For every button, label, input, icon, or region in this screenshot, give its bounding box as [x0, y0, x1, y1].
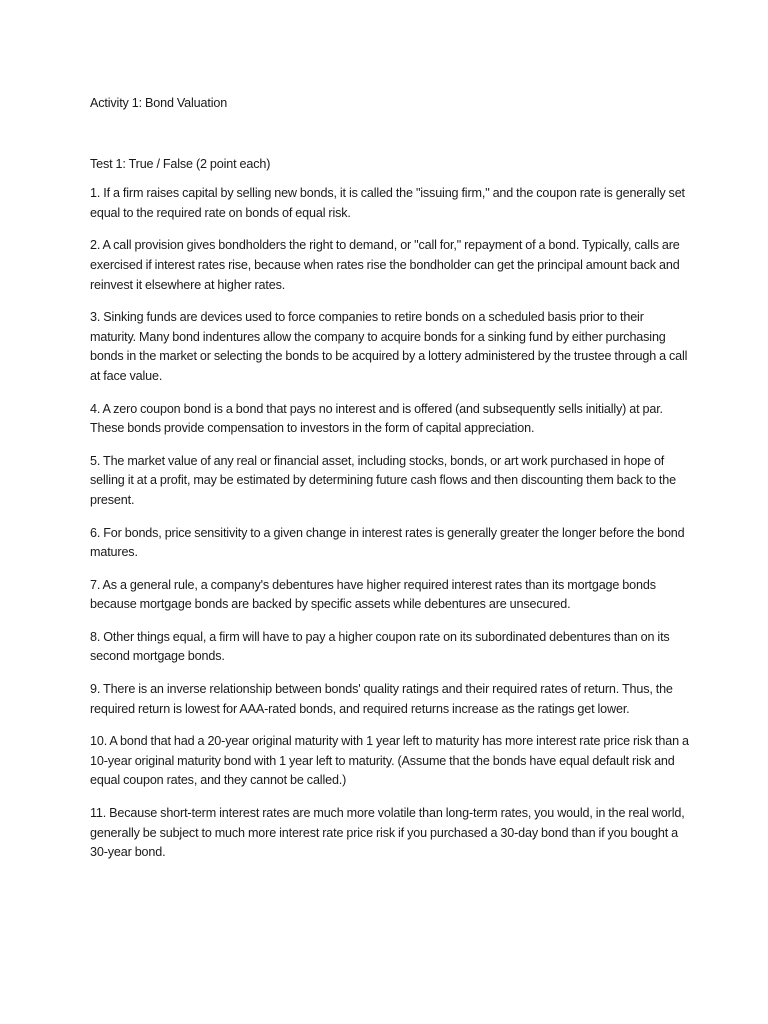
question-4: 4. A zero coupon bond is a bond that pays no interest and is offered (and subsequently sells initially) at par. These bonds provide compensation to investors in the form of capital appreciation. — [90, 401, 663, 436]
document-title: Activity 1: Bond Valuation — [90, 96, 228, 110]
question-10: 10. A bond that had a 20-year original maturity with 1 year left to maturity has more interest rate price risk than a 10-year original maturity bond with 1 year left to maturity. (Assume that the bonds have equal default risk and equal coupon rates, and they cannot be called.) — [90, 734, 689, 788]
question-5: 5. The market value of any real or financial asset, including stocks, bonds, or art work purchased in hope of selling it at a profit, may be estimated by determining future cash flows and then discounting them back to the present. — [90, 453, 676, 507]
question-6: 6. For bonds, price sensitivity to a given change in interest rates is generally greater the longer before the bond matures. — [90, 525, 685, 560]
question-2: 2. A call provision gives bondholders the right to demand, or "call for," repayment of a bond. Typically, calls are exercised if interest rates rise, because when rates rise the bondholder can get the principal amount back and reinvest it elsewhere at higher rates. — [90, 238, 680, 292]
question-1: 1. If a firm raises capital by selling new bonds, it is called the "issuing firm," and the coupon rate is generally set equal to the required rate on bonds of equal risk. — [90, 186, 685, 220]
question-9: 9. There is an inverse relationship between bonds' quality ratings and their required rates of return. Thus, the required return is lowest for AAA-rated bonds, and required returns increase as the ratings get lower. — [90, 682, 673, 716]
test-heading: Test 1: True / False (2 point each) — [90, 156, 271, 171]
question-11: 11. Because short-term interest rates are much more volatile than long-term rates, you would, in the real world, generally be subject to much more interest rate price risk if you purchased a 30-day bond than if you bought a 30-year bond. — [90, 806, 685, 860]
document-body — [90, 94, 690, 876]
question-7: 7. As a general rule, a company's debentures have higher required interest rates than its mortgage bonds because mortgage bonds are backed by specific assets while debentures are unsecured. — [90, 577, 656, 612]
question-3: 3. Sinking funds are devices used to force companies to retire bonds on a scheduled basis prior to their maturity. Many bond indentures allow the company to acquire bonds for a sinking fund by either purchasing bonds in the market or selecting the bonds to be acquired by a lottery administered by the trustee through a call at face value. — [90, 310, 688, 383]
question-8: 8. Other things equal, a firm will have to pay a higher coupon rate on its subordinated debentures than on its second mortgage bonds. — [90, 629, 670, 664]
